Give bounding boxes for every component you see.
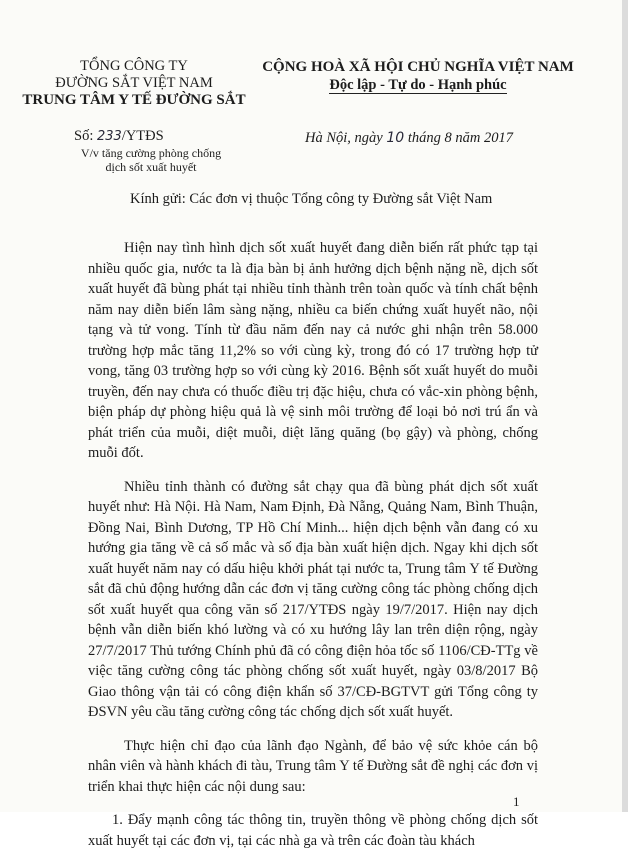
national-header — [248, 58, 588, 94]
date-suffix: tháng 8 năm 2017 — [407, 130, 513, 146]
paragraph-3: Thực hiện chỉ đạo của lãnh đạo Ngành, để bảo vệ sức khỏe cán bộ nhân viên và hành khách đi tàu, Trung tâm Y tế Đường sắt đề nghị các đơn vị triển khai thực hiện các nội dung sau: — [88, 737, 538, 795]
subject-line-2: dịch sốt xuất huyết — [105, 160, 197, 174]
scan-edge — [622, 0, 628, 812]
document-number — [74, 128, 164, 145]
paragraph-2: Nhiều tỉnh thành có đường sắt chạy qua đã bùng phát dịch sốt xuất huyết như: Hà Nội. Hà Nam, Nam Định, Đà Nẵng, Quảng Nam, Bình Thuận, Đồng Nai, Bình Dương, TP Hồ Chí Minh... hiện dịch bệnh vẫn đang có xu hướng gia tăng về cả số mắc và số địa bàn xuất hiện dịch. Ngay khi dịch sốt xuất huyết năm nay có dấu hiệu khởi phát tại nước ta, Trung tâm Y tế Đường sắt đã chủ động hướng dẫn các đơn vị tăng cường công tác phòng chống dịch sốt xuất huyết qua công văn số 217/YTĐS ngày 19/7/2017. Hiện nay dịch bệnh vẫn diễn biến khó lường và có xu hướng lây lan trên diện rộng, ngày 27/7/2017 Thủ tướng Chính phủ đã có công điện hỏa tốc số 1106/CĐ-TTg về việc tăng cường công tác phòng chống sốt xuất huyết, ngày 03/8/2017 Bộ Giao thông vận tải có công điện khẩn số 37/CĐ-BGTVT gửi Tổng công ty ĐSVN yêu cầu tăng cường công tác chống dịch sốt xuất huyết. — [88, 478, 538, 720]
document-body — [88, 238, 538, 864]
so-number-handwritten: 233 — [96, 129, 122, 144]
country-name: CỘNG HOÀ XÃ HỘI CHỦ NGHĨA VIỆT NAM — [262, 59, 574, 75]
motto: Độc lập - Tự do - Hạnh phúc — [329, 77, 507, 93]
document-subject — [56, 146, 246, 174]
organization-header — [20, 58, 248, 109]
date-line — [305, 130, 513, 147]
date-prefix: Hà Nội, ngày — [305, 130, 383, 146]
recipient-line: Kính gửi: Các đơn vị thuộc Tổng công ty Đường sắt Việt Nam — [130, 191, 493, 207]
so-suffix: /YTĐS — [121, 128, 164, 144]
list-item-1: 1. Đẩy mạnh công tác thông tin, truyền thông về phòng chống dịch sốt xuất huyết tại các đơn vị, tại các nhà ga và trên các đoàn tàu khách — [88, 812, 538, 849]
paragraph-1: Hiện nay tình hình dịch sốt xuất huyết đang diễn biến rất phức tạp tại nhiều quốc gia, nước ta là địa bàn bị ảnh hưởng dịch bệnh nặng nề, dịch sốt xuất huyết đã bùng phát tại nhiều tỉnh thành trên toàn quốc và tính chất bệnh năm nay diễn biến lâm sàng nặng, nhiều ca biến chứng xuất huyết não, nội tạng và tử vong. Tính từ đầu năm đến nay cả nước ghi nhận trên 58.000 trường hợp mắc tăng 11,2% so với cùng kỳ, trong đó có 17 trường hợp tử vong, tăng 03 trường hợp so với cùng kỳ 2016. Bệnh sốt xuất huyết do muỗi truyền, đến nay chưa có thuốc điều trị đặc hiệu, chưa có vắc-xin phòng bệnh, biện pháp dự phòng hiệu quả là vệ sinh môi trường để loại bỏ nơi trú ẩn và phát triển của muỗi, diệt muỗi, diệt lăng quăng (bọ gậy) và phòng, chống muỗi đốt. — [88, 240, 538, 461]
date-day-handwritten: 10 — [386, 130, 405, 146]
so-label: Số: — [74, 128, 94, 144]
subject-line-1: V/v tăng cường phòng chống — [80, 146, 222, 160]
org-line-3: TRUNG TÂM Y TẾ ĐƯỜNG SẮT — [22, 92, 246, 108]
org-line-1: TỔNG CÔNG TY — [80, 58, 188, 74]
page-number: 1 — [513, 794, 520, 809]
org-line-2: ĐƯỜNG SẮT VIỆT NAM — [55, 75, 213, 91]
